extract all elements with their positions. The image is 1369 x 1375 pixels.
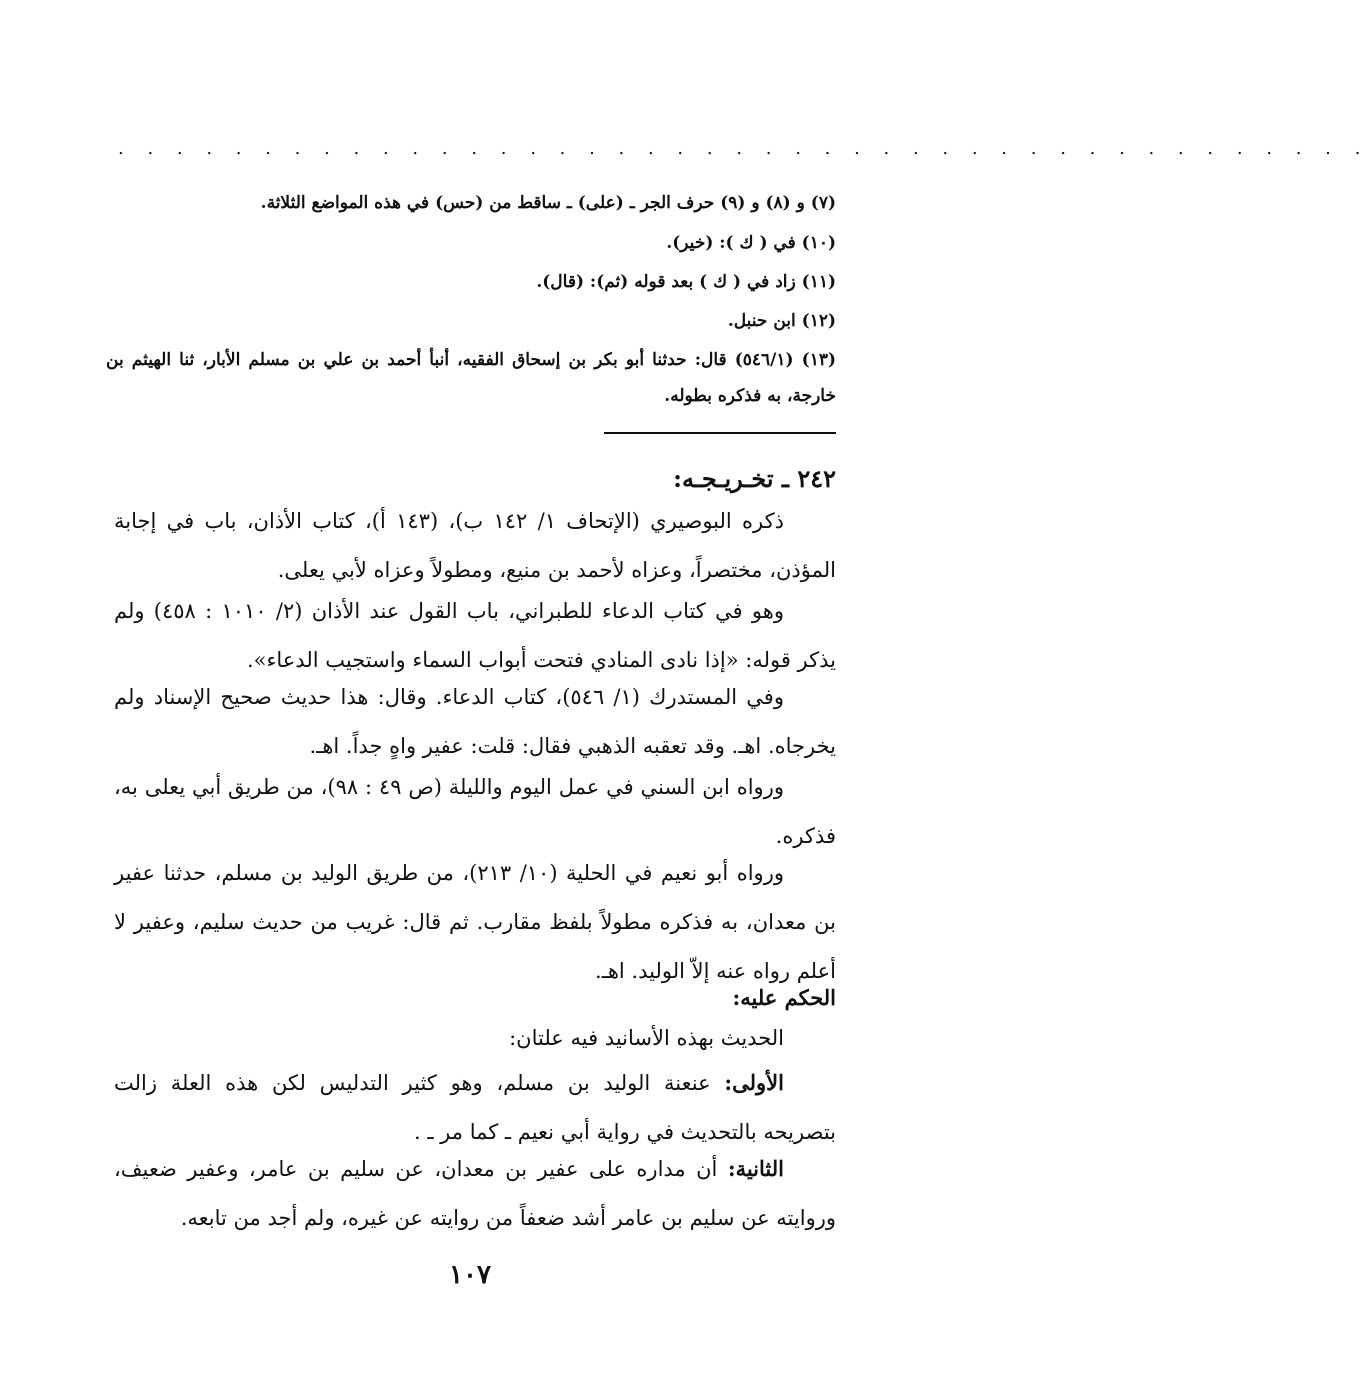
page-number: ١٠٧ bbox=[449, 1260, 491, 1290]
footnote-separator: . . . . . . . . . . . . . . . . . . . . . . . . . . . . . . . . . . . . . . . . . . . bbox=[118, 138, 1369, 159]
ruling-first-cause bbox=[114, 1058, 836, 1157]
footnote-11: (١١) زاد في ( ك ) بعد قوله (ثم): (قال). bbox=[536, 272, 836, 292]
footnote-10: (١٠) في ( ك ): (خير). bbox=[666, 233, 836, 253]
ruling-intro: الحديث بهذه الأسانيد فيه علتان: bbox=[509, 1026, 784, 1050]
second-cause-text: أن مداره على عفير بن معدان، عن سليم بن عامر، وعفير ضعيف، وروايته عن سليم بن عامر أشد ضعفاً من روايته عن غيره، ولم أجد من تابعه. bbox=[114, 1157, 836, 1230]
footnote-12: (١٢) ابن حنبل. bbox=[727, 311, 836, 331]
takhrij-paragraph-4: ورواه ابن السني في عمل اليوم والليلة (ص ٤٩ : ٩٨)، من طريق أبي يعلى به، فذكره. bbox=[114, 775, 836, 848]
takhrij-paragraph-5: ورواه أبو نعيم في الحلية (١٠/ ٢١٣)، من طريق الوليد بن مسلم، حدثنا عفير بن معدان، به فذكره مطولاً بلفظ مقارب. ثم قال: غريب من حديث سليم، وعفير لا أعلم رواه عنه إلاّ الوليد. اهـ. bbox=[114, 861, 836, 983]
first-cause-label: الأولى: bbox=[724, 1070, 784, 1095]
takhrij-heading: ٢٤٢ ـ تخـريـجـه: bbox=[673, 464, 836, 493]
footnote-7-9: (٧) و (٨) و (٩) حرف الجر ـ (على) ـ ساقط من (حس) في هذه المواضع الثلاثة. bbox=[260, 193, 836, 213]
second-cause-label: الثانية: bbox=[727, 1156, 784, 1181]
first-cause-text: عنعنة الوليد بن مسلم، وهو كثير التدليس لكن هذه العلة زالت بتصريحه بالتحديث في رواية أبي نعيم ـ كما مر ـ . bbox=[114, 1071, 836, 1144]
footnote-13: (١٣) (٥٤٦/١) قال: حدثنا أبو بكر بن إسحاق الفقيه، أنبأ أحمد بن علي بن مسلم الأبار، ثنا الهيثم بن خارجة، به فذكره بطوله. bbox=[106, 350, 836, 406]
takhrij-paragraph-2: وهو في كتاب الدعاء للطبراني، باب القول عند الأذان (٢/ ١٠١٠ : ٤٥٨) ولم يذكر قوله: «إذا نادى المنادي فتحت أبواب السماء واستجيب الدعاء». bbox=[114, 599, 836, 672]
takhrij-paragraph-3: وفي المستدرك (١/ ٥٤٦)، كتاب الدعاء. وقال: هذا حديث صحيح الإسناد ولم يخرجاه. اهـ. وقد تعقبه الذهبي فقال: قلت: عفير واهٍ جداً. اهـ. bbox=[114, 685, 836, 758]
ruling-second-cause bbox=[114, 1144, 836, 1243]
ruling-heading: الحكم عليه: bbox=[732, 985, 836, 1010]
takhrij-paragraph-1: ذكره البوصيري (الإتحاف ١/ ١٤٢ ب)، (١٤٣ أ)، كتاب الأذان، باب في إجابة المؤذن، مختصراً، وعزاه لأحمد بن منيع، ومطولاً وعزاه لأبي يعلى. bbox=[114, 509, 836, 582]
section-divider bbox=[604, 432, 836, 434]
